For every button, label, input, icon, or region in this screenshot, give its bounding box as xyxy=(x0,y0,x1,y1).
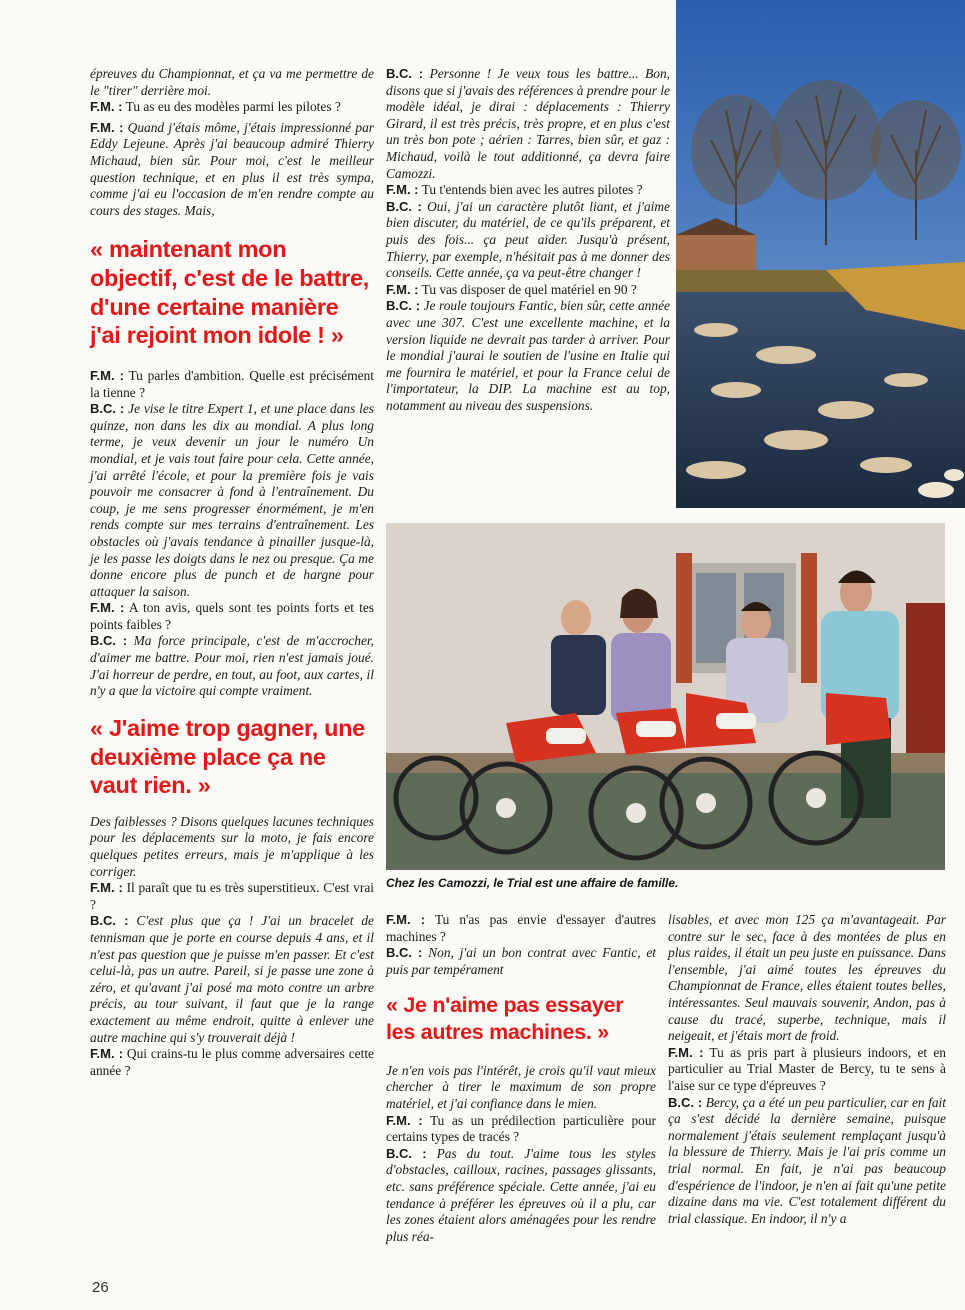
interviewee-answer: C'est plus que ça ! J'ai un bracelet de tennisman que je porte en course depuis 4 ans, et il n'est pas question que je puisse m'en passer. Et c'est celui-là, pas un autre. Pareil, si je passe une zone à zéro, et qu'avant j'ai posé ma moto contre un arbre précis, au tour suivant, il faut que je la range exactement au même endroit, quitte à enlever une autre machine qui s'y trouverait déjà ! xyxy=(90,913,374,1045)
landscape-river-photo xyxy=(676,0,965,508)
page-number: 26 xyxy=(92,1279,109,1296)
interviewer-question: Il paraît que tu es très superstitieux. C'est vrai ? xyxy=(90,880,374,912)
speaker-label: F.M. : xyxy=(90,99,123,115)
speaker-label: F.M. : xyxy=(90,1046,124,1062)
speaker-label: B.C. : xyxy=(386,298,421,314)
interviewer-question: Tu parles d'ambition. Quelle est précisément la tienne ? xyxy=(90,367,374,400)
col1-intro: épreuves du Championnat, et ça va me permettre de le "tirer" derrière moi. xyxy=(90,66,374,98)
interviewer-question: Qui crains-tu le plus comme adversaires cette année ? xyxy=(90,1046,374,1078)
interviewee-answer: Je roule toujours Fantic, bien sûr, cette année avec une 307. C'est une excellente machine, et la version liquide ne devrait pas tarder à arriver. Pour le mondial j'aurai le soutien de l'usine en Italie qui me fournira le matériel, et pour la France celui de l'importateur, la DIP. La machine est au top, notamment au niveau des suspensions. xyxy=(386,298,670,413)
speaker-label: F.M. : xyxy=(90,367,124,383)
speaker-label: B.C. : xyxy=(386,66,424,81)
speaker-label: B.C. : xyxy=(90,913,129,929)
interviewer-question: Tu vas disposer de quel matériel en 90 ? xyxy=(421,281,637,297)
speaker-label: F.M. : xyxy=(386,281,419,297)
speaker-label: B.C. : xyxy=(90,401,125,417)
speaker-label: F.M. : xyxy=(386,1112,423,1128)
interviewee-answer: Personne ! Je veux tous les battre... Bon, disons que si j'avais des références à prendre pour le modèle idéal, je dirai : déplacements : Thierry Girard, il est très précis, très propre, et en plus c'est un très bon pote ; aérien : Tarres, bien sûr, et gaz : Michaud, voilà le tout additionné, ça devra faire Camozzi. xyxy=(386,66,670,181)
speaker-label: B.C. : xyxy=(386,1145,427,1161)
speaker-label: F.M. : xyxy=(668,1044,704,1060)
interviewee-answer: Oui, j'ai un caractère plutôt liant, et j'aime bien discuter, du matériel, de ce qu'ils préparent, et puis des fois... ça peut aider. Jusqu'à présent, Thierry, par exemple, n'hésitait pas à me donner des conseils. Cette année, ça va peut-être changer ! xyxy=(386,198,670,281)
speaker-label: F.M. : xyxy=(90,600,125,616)
photo-caption: Chez les Camozzi, le Trial est une affaire de famille. xyxy=(386,876,679,890)
col1-continuation: Des faiblesses ? Disons quelques lacunes techniques pour les déplacements sur la moto, je fais encore quelques petites erreurs, mais je m'applique à les corriger. xyxy=(90,813,374,879)
speaker-label: B.C. : xyxy=(668,1094,703,1110)
speaker-label: F.M. : xyxy=(90,880,123,896)
interviewer-question: Tu as eu des modèles parmi les pilotes ? xyxy=(125,99,341,115)
interviewee-answer: Je vise le titre Expert 1, et une place dans les quinze, non dans les dix au mondial. A plus long terme, je veux devenir un jour le numéro Un mondial, et je vais tout faire pour cela. Cette année, j'ai arrêté l'école, et pour la première fois je vais pouvoir me consacrer à fond à l'entraînement. Du coup, je me sens progresser énormément, je m'en rends compte sur mes terrains d'entraînement. Les obstacles où j'avais tendance à pinailler jusque-là, je les passe les doigts dans le nez ou presque. Ça me donne encore plus de punch et de hargne pour attaquer la saison. xyxy=(90,401,374,599)
col3-continuation: Je n'en vois pas l'intérêt, je crois qu'il vaut mieux chercher à tirer le maximum de son propre matériel, et j'ai confiance dans le mien. xyxy=(386,1062,656,1111)
family-photo-graphic xyxy=(386,523,945,870)
speaker-label: F.M. : xyxy=(386,912,426,927)
interviewer-question: Tu t'entends bien avec les autres pilotes ? xyxy=(421,182,643,198)
article-column-1 xyxy=(90,66,374,1079)
article-column-2 xyxy=(386,66,670,414)
interviewer-question: Tu as un prédilection particulière pour certains types de tracés ? xyxy=(386,1112,656,1145)
article-column-4 xyxy=(668,912,946,1227)
col4-continuation: lisables, et avec mon 125 ça m'avantageait. Par contre sur le sec, face à des montées de plus en plus raides, il était un peu juste en puissance. Dans l'ensemble, j'ai aimé toutes les épreuves du Championnat de France, elles étaient toutes belles, intéressantes. Seul mauvais souvenir, Andon, pas à cause du tracé, superbe, technique, mais il neigeait, et j'étais mort de froid. xyxy=(668,912,946,1044)
pull-quote-machines: « Je n'aime pas essayer les autres machines. » xyxy=(386,993,624,1044)
speaker-label: B.C. : xyxy=(90,633,128,649)
interviewee-answer: Pas du tout. J'aime tous les styles d'obstacles, cailloux, racines, passages glissants, etc. sans préférence spéciale. Cette année, j'ai eu tendance à préférer les épreuves où il a plu, car les zones étaient alors aménagées pour les rendre plus réa- xyxy=(386,1145,656,1244)
interviewer-question: Tu n'as pas envie d'essayer d'autres machines ? xyxy=(386,912,657,944)
speaker-label: F.M. : xyxy=(90,119,124,135)
interviewer-question: A ton avis, quels sont tes points forts et tes points faibles ? xyxy=(90,600,375,632)
interviewee-answer: Non, j'ai un bon contrat avec Fantic, et puis par tempérament xyxy=(386,945,656,977)
interviewee-answer: Bercy, ça a été un peu particulier, car en fait ça s'est décidé la dernière semaine, puisque normalement j'étais seulement remplaçant jusqu'à la blessure de Thierry. Mais je l'ai pris comme un trial normal. En fait, je n'ai pas beaucoup d'espérience de l'indoor, je n'en ai fait qu'une petite dizaine dans ma vie. C'est totalement différent du trial classique. En indoor, il n'y a xyxy=(668,1094,946,1226)
pull-quote-gagner: « J'aime trop gagner, une deuxième place ça ne vaut rien. » xyxy=(90,714,365,799)
interviewer-question: Tu as pris part à plusieurs indoors, et en particulier au Trial Master de Bercy, tu te sens à l'aise sur ce type d'épreuves ? xyxy=(668,1044,946,1093)
family-motorcycles-photo xyxy=(386,523,945,870)
pull-quote-objectif: « maintenant mon objectif, c'est de le battre, d'une certaine manière j'ai rejoint mon idole ! » xyxy=(90,236,369,349)
article-column-3 xyxy=(386,912,656,1245)
interviewee-answer: Quand j'étais môme, j'étais impressionné par Eddy Lejeune. Après j'ai beaucoup admiré Thierry Michaud, bien sûr. Pour moi, c'est le meilleur question technique, et en plus il est très sympa, comme j'ai eu l'occasion de m'en rendre compte au cours des stages. Mais, xyxy=(90,119,374,218)
landscape-photo-graphic xyxy=(676,0,965,508)
speaker-label: B.C. : xyxy=(386,198,422,214)
speaker-label: F.M. : xyxy=(386,182,419,198)
interviewee-answer: Ma force principale, c'est de m'accrocher, d'aimer me battre. Pour moi, rien n'est jamais joué. J'ai horreur de perdre, en tout, au foot, aux cartes, il n'y a que la victoire qui compte vraiment. xyxy=(90,633,374,699)
speaker-label: B.C. : xyxy=(386,945,423,961)
